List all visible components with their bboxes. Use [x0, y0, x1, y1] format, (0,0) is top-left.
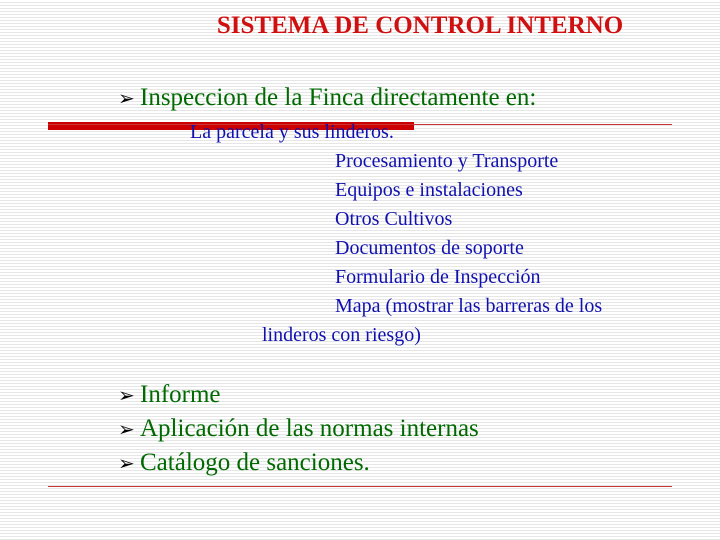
bullet-informe-text: Informe [140, 381, 221, 408]
sub-item-otros-cultivos: Otros Cultivos [335, 208, 453, 230]
sub-item-parcela: La parcela y sus linderos. [190, 121, 394, 143]
arrow-bullet-icon: ➢ [118, 383, 135, 407]
sub-item-procesamiento: Procesamiento y Transporte [335, 150, 559, 172]
bullet-catalogo [118, 449, 370, 477]
sub-item-formulario: Formulario de Inspección [335, 266, 541, 288]
main-bullet [118, 84, 536, 112]
arrow-bullet-icon: ➢ [118, 86, 135, 110]
bullet-informe [118, 381, 221, 409]
slide-title: SISTEMA DE CONTROL INTERNO [216, 12, 624, 39]
sub-item-documentos: Documentos de soporte [335, 237, 524, 259]
sub-item-mapa-continued: linderos con riesgo) [262, 324, 421, 346]
divider-bottom [48, 486, 672, 487]
main-bullet-text: Inspeccion de la Finca directamente en: [140, 84, 537, 111]
arrow-bullet-icon: ➢ [118, 451, 135, 475]
bullet-aplicacion-text: Aplicación de las normas internas [140, 415, 479, 442]
bullet-catalogo-text: Catálogo de sanciones. [140, 449, 370, 476]
sub-item-mapa: Mapa (mostrar las barreras de los [335, 295, 603, 317]
bullet-aplicacion [118, 415, 479, 443]
arrow-bullet-icon: ➢ [118, 417, 135, 441]
sub-item-equipos: Equipos e instalaciones [335, 179, 523, 201]
